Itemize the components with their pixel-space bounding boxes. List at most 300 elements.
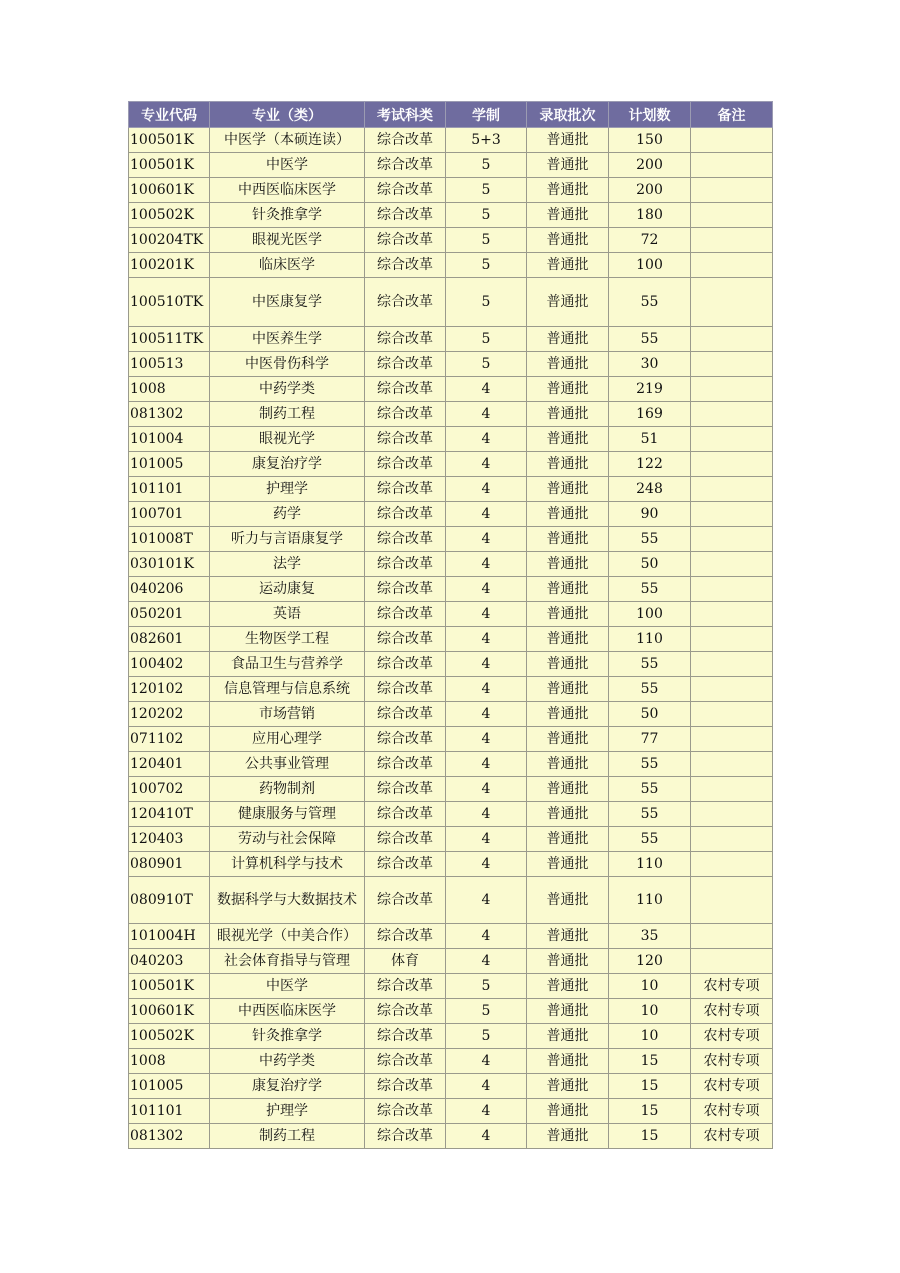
header-plan: 计划数 xyxy=(609,102,691,128)
major-cell: 生物医学工程 xyxy=(210,627,365,652)
batch-cell: 普通批 xyxy=(527,178,609,203)
duration-cell: 4 xyxy=(446,527,527,552)
code-cell: 080910T xyxy=(129,877,210,924)
duration-cell: 5 xyxy=(446,1024,527,1049)
duration-cell: 5 xyxy=(446,253,527,278)
major-cell: 针灸推拿学 xyxy=(210,203,365,228)
major-cell: 眼视光学（中美合作） xyxy=(210,924,365,949)
category-cell: 综合改革 xyxy=(365,1124,446,1149)
duration-cell: 5 xyxy=(446,352,527,377)
duration-cell: 4 xyxy=(446,652,527,677)
note-cell xyxy=(691,128,773,153)
duration-cell: 4 xyxy=(446,1074,527,1099)
note-cell xyxy=(691,852,773,877)
batch-cell: 普通批 xyxy=(527,327,609,352)
plan-cell: 248 xyxy=(609,477,691,502)
plan-cell: 150 xyxy=(609,128,691,153)
category-cell: 综合改革 xyxy=(365,1049,446,1074)
category-cell: 综合改革 xyxy=(365,702,446,727)
major-cell: 法学 xyxy=(210,552,365,577)
note-cell xyxy=(691,527,773,552)
major-cell: 计算机科学与技术 xyxy=(210,852,365,877)
plan-cell: 15 xyxy=(609,1074,691,1099)
category-cell: 综合改革 xyxy=(365,777,446,802)
duration-cell: 5 xyxy=(446,974,527,999)
duration-cell: 4 xyxy=(446,427,527,452)
code-cell: 100501K xyxy=(129,153,210,178)
code-cell: 1008 xyxy=(129,1049,210,1074)
category-cell: 体育 xyxy=(365,949,446,974)
category-cell: 综合改革 xyxy=(365,652,446,677)
table-row xyxy=(129,577,773,602)
table-row xyxy=(129,852,773,877)
plan-cell: 55 xyxy=(609,677,691,702)
batch-cell: 普通批 xyxy=(527,427,609,452)
table-row xyxy=(129,253,773,278)
duration-cell: 5 xyxy=(446,153,527,178)
category-cell: 综合改革 xyxy=(365,178,446,203)
category-cell: 综合改革 xyxy=(365,924,446,949)
table-header xyxy=(129,102,773,128)
table-row xyxy=(129,974,773,999)
major-cell: 临床医学 xyxy=(210,253,365,278)
code-cell: 101004 xyxy=(129,427,210,452)
duration-cell: 4 xyxy=(446,924,527,949)
category-cell: 综合改革 xyxy=(365,852,446,877)
duration-cell: 4 xyxy=(446,402,527,427)
note-cell xyxy=(691,203,773,228)
duration-cell: 4 xyxy=(446,1124,527,1149)
table-row xyxy=(129,527,773,552)
plan-cell: 55 xyxy=(609,827,691,852)
plan-cell: 180 xyxy=(609,203,691,228)
table-row xyxy=(129,1099,773,1124)
batch-cell: 普通批 xyxy=(527,924,609,949)
duration-cell: 5 xyxy=(446,178,527,203)
batch-cell: 普通批 xyxy=(527,402,609,427)
table-row xyxy=(129,1124,773,1149)
batch-cell: 普通批 xyxy=(527,377,609,402)
code-cell: 040203 xyxy=(129,949,210,974)
note-cell xyxy=(691,278,773,327)
batch-cell: 普通批 xyxy=(527,677,609,702)
category-cell: 综合改革 xyxy=(365,427,446,452)
batch-cell: 普通批 xyxy=(527,602,609,627)
duration-cell: 4 xyxy=(446,702,527,727)
plan-cell: 55 xyxy=(609,752,691,777)
duration-cell: 4 xyxy=(446,377,527,402)
duration-cell: 5 xyxy=(446,228,527,253)
batch-cell: 普通批 xyxy=(527,278,609,327)
header-note: 备注 xyxy=(691,102,773,128)
major-cell: 中药学类 xyxy=(210,377,365,402)
plan-cell: 55 xyxy=(609,527,691,552)
note-cell: 农村专项 xyxy=(691,974,773,999)
major-cell: 中医学 xyxy=(210,153,365,178)
note-cell xyxy=(691,402,773,427)
category-cell: 综合改革 xyxy=(365,253,446,278)
table-row xyxy=(129,1074,773,1099)
header-major: 专业（类） xyxy=(210,102,365,128)
table-row xyxy=(129,278,773,327)
batch-cell: 普通批 xyxy=(527,802,609,827)
note-cell xyxy=(691,627,773,652)
code-cell: 100701 xyxy=(129,502,210,527)
code-cell: 120202 xyxy=(129,702,210,727)
note-cell xyxy=(691,877,773,924)
code-cell: 101101 xyxy=(129,1099,210,1124)
category-cell: 综合改革 xyxy=(365,727,446,752)
major-cell: 中医康复学 xyxy=(210,278,365,327)
note-cell xyxy=(691,677,773,702)
table-row xyxy=(129,427,773,452)
note-cell xyxy=(691,727,773,752)
category-cell: 综合改革 xyxy=(365,1024,446,1049)
plan-cell: 100 xyxy=(609,602,691,627)
plan-cell: 10 xyxy=(609,999,691,1024)
code-cell: 100601K xyxy=(129,999,210,1024)
major-cell: 健康服务与管理 xyxy=(210,802,365,827)
plan-cell: 200 xyxy=(609,153,691,178)
code-cell: 101008T xyxy=(129,527,210,552)
code-cell: 100402 xyxy=(129,652,210,677)
batch-cell: 普通批 xyxy=(527,477,609,502)
category-cell: 综合改革 xyxy=(365,502,446,527)
plan-cell: 55 xyxy=(609,652,691,677)
note-cell: 农村专项 xyxy=(691,999,773,1024)
major-cell: 药物制剂 xyxy=(210,777,365,802)
note-cell xyxy=(691,752,773,777)
major-cell: 针灸推拿学 xyxy=(210,1024,365,1049)
plan-cell: 51 xyxy=(609,427,691,452)
note-cell xyxy=(691,178,773,203)
major-cell: 制药工程 xyxy=(210,402,365,427)
duration-cell: 5 xyxy=(446,203,527,228)
category-cell: 综合改革 xyxy=(365,602,446,627)
duration-cell: 5 xyxy=(446,327,527,352)
note-cell xyxy=(691,253,773,278)
plan-cell: 10 xyxy=(609,974,691,999)
major-cell: 应用心理学 xyxy=(210,727,365,752)
code-cell: 101005 xyxy=(129,1074,210,1099)
category-cell: 综合改革 xyxy=(365,203,446,228)
code-cell: 100501K xyxy=(129,974,210,999)
duration-cell: 4 xyxy=(446,949,527,974)
table-row xyxy=(129,602,773,627)
plan-cell: 35 xyxy=(609,924,691,949)
table-row xyxy=(129,452,773,477)
major-cell: 市场营销 xyxy=(210,702,365,727)
plan-cell: 55 xyxy=(609,327,691,352)
plan-cell: 55 xyxy=(609,577,691,602)
table-row xyxy=(129,477,773,502)
category-cell: 综合改革 xyxy=(365,802,446,827)
note-cell: 农村专项 xyxy=(691,1049,773,1074)
batch-cell: 普通批 xyxy=(527,452,609,477)
batch-cell: 普通批 xyxy=(527,552,609,577)
table-row xyxy=(129,777,773,802)
note-cell: 农村专项 xyxy=(691,1024,773,1049)
plan-cell: 55 xyxy=(609,777,691,802)
major-cell: 眼视光医学 xyxy=(210,228,365,253)
major-cell: 信息管理与信息系统 xyxy=(210,677,365,702)
plan-cell: 110 xyxy=(609,852,691,877)
note-cell xyxy=(691,228,773,253)
batch-cell: 普通批 xyxy=(527,1024,609,1049)
table-row xyxy=(129,949,773,974)
category-cell: 综合改革 xyxy=(365,1074,446,1099)
code-cell: 100502K xyxy=(129,203,210,228)
major-cell: 中医骨伤科学 xyxy=(210,352,365,377)
category-cell: 综合改革 xyxy=(365,1099,446,1124)
header-category: 考试科类 xyxy=(365,102,446,128)
plan-cell: 55 xyxy=(609,278,691,327)
duration-cell: 5 xyxy=(446,999,527,1024)
major-cell: 公共事业管理 xyxy=(210,752,365,777)
admission-plan-table xyxy=(128,101,773,1149)
category-cell: 综合改革 xyxy=(365,327,446,352)
table-row xyxy=(129,752,773,777)
batch-cell: 普通批 xyxy=(527,228,609,253)
note-cell: 农村专项 xyxy=(691,1099,773,1124)
note-cell xyxy=(691,924,773,949)
duration-cell: 5 xyxy=(446,278,527,327)
batch-cell: 普通批 xyxy=(527,877,609,924)
batch-cell: 普通批 xyxy=(527,1099,609,1124)
note-cell xyxy=(691,577,773,602)
batch-cell: 普通批 xyxy=(527,852,609,877)
batch-cell: 普通批 xyxy=(527,652,609,677)
major-cell: 制药工程 xyxy=(210,1124,365,1149)
category-cell: 综合改革 xyxy=(365,677,446,702)
plan-cell: 200 xyxy=(609,178,691,203)
batch-cell: 普通批 xyxy=(527,577,609,602)
duration-cell: 4 xyxy=(446,777,527,802)
category-cell: 综合改革 xyxy=(365,377,446,402)
duration-cell: 4 xyxy=(446,677,527,702)
code-cell: 100601K xyxy=(129,178,210,203)
batch-cell: 普通批 xyxy=(527,949,609,974)
header-batch: 录取批次 xyxy=(527,102,609,128)
major-cell: 英语 xyxy=(210,602,365,627)
batch-cell: 普通批 xyxy=(527,1124,609,1149)
table-row xyxy=(129,552,773,577)
major-cell: 食品卫生与营养学 xyxy=(210,652,365,677)
code-cell: 100513 xyxy=(129,352,210,377)
major-cell: 护理学 xyxy=(210,1099,365,1124)
batch-cell: 普通批 xyxy=(527,752,609,777)
table-row xyxy=(129,1024,773,1049)
table-row xyxy=(129,327,773,352)
major-cell: 康复治疗学 xyxy=(210,1074,365,1099)
category-cell: 综合改革 xyxy=(365,827,446,852)
plan-cell: 55 xyxy=(609,802,691,827)
duration-cell: 4 xyxy=(446,577,527,602)
category-cell: 综合改革 xyxy=(365,552,446,577)
plan-cell: 90 xyxy=(609,502,691,527)
table-row xyxy=(129,228,773,253)
table-row xyxy=(129,377,773,402)
note-cell xyxy=(691,652,773,677)
note-cell xyxy=(691,602,773,627)
major-cell: 药学 xyxy=(210,502,365,527)
duration-cell: 4 xyxy=(446,827,527,852)
table-row xyxy=(129,1049,773,1074)
category-cell: 综合改革 xyxy=(365,527,446,552)
duration-cell: 4 xyxy=(446,452,527,477)
table-row xyxy=(129,924,773,949)
note-cell xyxy=(691,477,773,502)
table-row xyxy=(129,352,773,377)
code-cell: 050201 xyxy=(129,602,210,627)
major-cell: 中医养生学 xyxy=(210,327,365,352)
major-cell: 中医学（本硕连读） xyxy=(210,128,365,153)
plan-cell: 50 xyxy=(609,702,691,727)
major-cell: 眼视光学 xyxy=(210,427,365,452)
major-cell: 护理学 xyxy=(210,477,365,502)
table-row xyxy=(129,677,773,702)
duration-cell: 4 xyxy=(446,1049,527,1074)
code-cell: 100702 xyxy=(129,777,210,802)
note-cell xyxy=(691,552,773,577)
code-cell: 080901 xyxy=(129,852,210,877)
plan-cell: 77 xyxy=(609,727,691,752)
plan-cell: 15 xyxy=(609,1099,691,1124)
category-cell: 综合改革 xyxy=(365,278,446,327)
duration-cell: 5+3 xyxy=(446,128,527,153)
plan-cell: 10 xyxy=(609,1024,691,1049)
plan-cell: 15 xyxy=(609,1049,691,1074)
note-cell xyxy=(691,452,773,477)
major-cell: 运动康复 xyxy=(210,577,365,602)
code-cell: 101005 xyxy=(129,452,210,477)
code-cell: 030101K xyxy=(129,552,210,577)
major-cell: 中药学类 xyxy=(210,1049,365,1074)
batch-cell: 普通批 xyxy=(527,999,609,1024)
note-cell xyxy=(691,802,773,827)
code-cell: 100511TK xyxy=(129,327,210,352)
category-cell: 综合改革 xyxy=(365,402,446,427)
table-row xyxy=(129,827,773,852)
code-cell: 120403 xyxy=(129,827,210,852)
duration-cell: 4 xyxy=(446,852,527,877)
table-body xyxy=(129,128,773,1149)
category-cell: 综合改革 xyxy=(365,452,446,477)
major-cell: 劳动与社会保障 xyxy=(210,827,365,852)
category-cell: 综合改革 xyxy=(365,577,446,602)
note-cell: 农村专项 xyxy=(691,1124,773,1149)
category-cell: 综合改革 xyxy=(365,974,446,999)
code-cell: 081302 xyxy=(129,1124,210,1149)
major-cell: 康复治疗学 xyxy=(210,452,365,477)
note-cell xyxy=(691,427,773,452)
code-cell: 120102 xyxy=(129,677,210,702)
plan-cell: 100 xyxy=(609,253,691,278)
header-row xyxy=(129,102,773,128)
batch-cell: 普通批 xyxy=(527,153,609,178)
code-cell: 120401 xyxy=(129,752,210,777)
note-cell xyxy=(691,352,773,377)
note-cell xyxy=(691,153,773,178)
table-row xyxy=(129,153,773,178)
header-duration: 学制 xyxy=(446,102,527,128)
code-cell: 100510TK xyxy=(129,278,210,327)
code-cell: 120410T xyxy=(129,802,210,827)
major-cell: 中西医临床医学 xyxy=(210,999,365,1024)
duration-cell: 4 xyxy=(446,877,527,924)
duration-cell: 4 xyxy=(446,552,527,577)
batch-cell: 普通批 xyxy=(527,352,609,377)
duration-cell: 4 xyxy=(446,752,527,777)
note-cell xyxy=(691,827,773,852)
category-cell: 综合改革 xyxy=(365,352,446,377)
duration-cell: 4 xyxy=(446,1099,527,1124)
duration-cell: 4 xyxy=(446,727,527,752)
code-cell: 040206 xyxy=(129,577,210,602)
duration-cell: 4 xyxy=(446,602,527,627)
table-row xyxy=(129,727,773,752)
table-row xyxy=(129,402,773,427)
category-cell: 综合改革 xyxy=(365,877,446,924)
plan-cell: 72 xyxy=(609,228,691,253)
plan-cell: 50 xyxy=(609,552,691,577)
code-cell: 100201K xyxy=(129,253,210,278)
batch-cell: 普通批 xyxy=(527,627,609,652)
major-cell: 中医学 xyxy=(210,974,365,999)
note-cell xyxy=(691,777,773,802)
header-code: 专业代码 xyxy=(129,102,210,128)
code-cell: 071102 xyxy=(129,727,210,752)
batch-cell: 普通批 xyxy=(527,702,609,727)
duration-cell: 4 xyxy=(446,502,527,527)
note-cell xyxy=(691,702,773,727)
duration-cell: 4 xyxy=(446,802,527,827)
table-row xyxy=(129,702,773,727)
table-row xyxy=(129,128,773,153)
code-cell: 1008 xyxy=(129,377,210,402)
admission-plan-table-wrap xyxy=(128,101,772,1149)
batch-cell: 普通批 xyxy=(527,827,609,852)
code-cell: 100501K xyxy=(129,128,210,153)
duration-cell: 4 xyxy=(446,627,527,652)
plan-cell: 15 xyxy=(609,1124,691,1149)
category-cell: 综合改革 xyxy=(365,627,446,652)
code-cell: 100502K xyxy=(129,1024,210,1049)
table-row xyxy=(129,999,773,1024)
category-cell: 综合改革 xyxy=(365,999,446,1024)
note-cell: 农村专项 xyxy=(691,1074,773,1099)
table-row xyxy=(129,802,773,827)
major-cell: 中西医临床医学 xyxy=(210,178,365,203)
batch-cell: 普通批 xyxy=(527,253,609,278)
batch-cell: 普通批 xyxy=(527,128,609,153)
table-row xyxy=(129,627,773,652)
category-cell: 综合改革 xyxy=(365,153,446,178)
category-cell: 综合改革 xyxy=(365,128,446,153)
table-row xyxy=(129,502,773,527)
batch-cell: 普通批 xyxy=(527,1074,609,1099)
table-row xyxy=(129,877,773,924)
category-cell: 综合改革 xyxy=(365,752,446,777)
table-row xyxy=(129,203,773,228)
batch-cell: 普通批 xyxy=(527,727,609,752)
batch-cell: 普通批 xyxy=(527,777,609,802)
batch-cell: 普通批 xyxy=(527,1049,609,1074)
note-cell xyxy=(691,377,773,402)
code-cell: 101004H xyxy=(129,924,210,949)
table-row xyxy=(129,178,773,203)
code-cell: 082601 xyxy=(129,627,210,652)
